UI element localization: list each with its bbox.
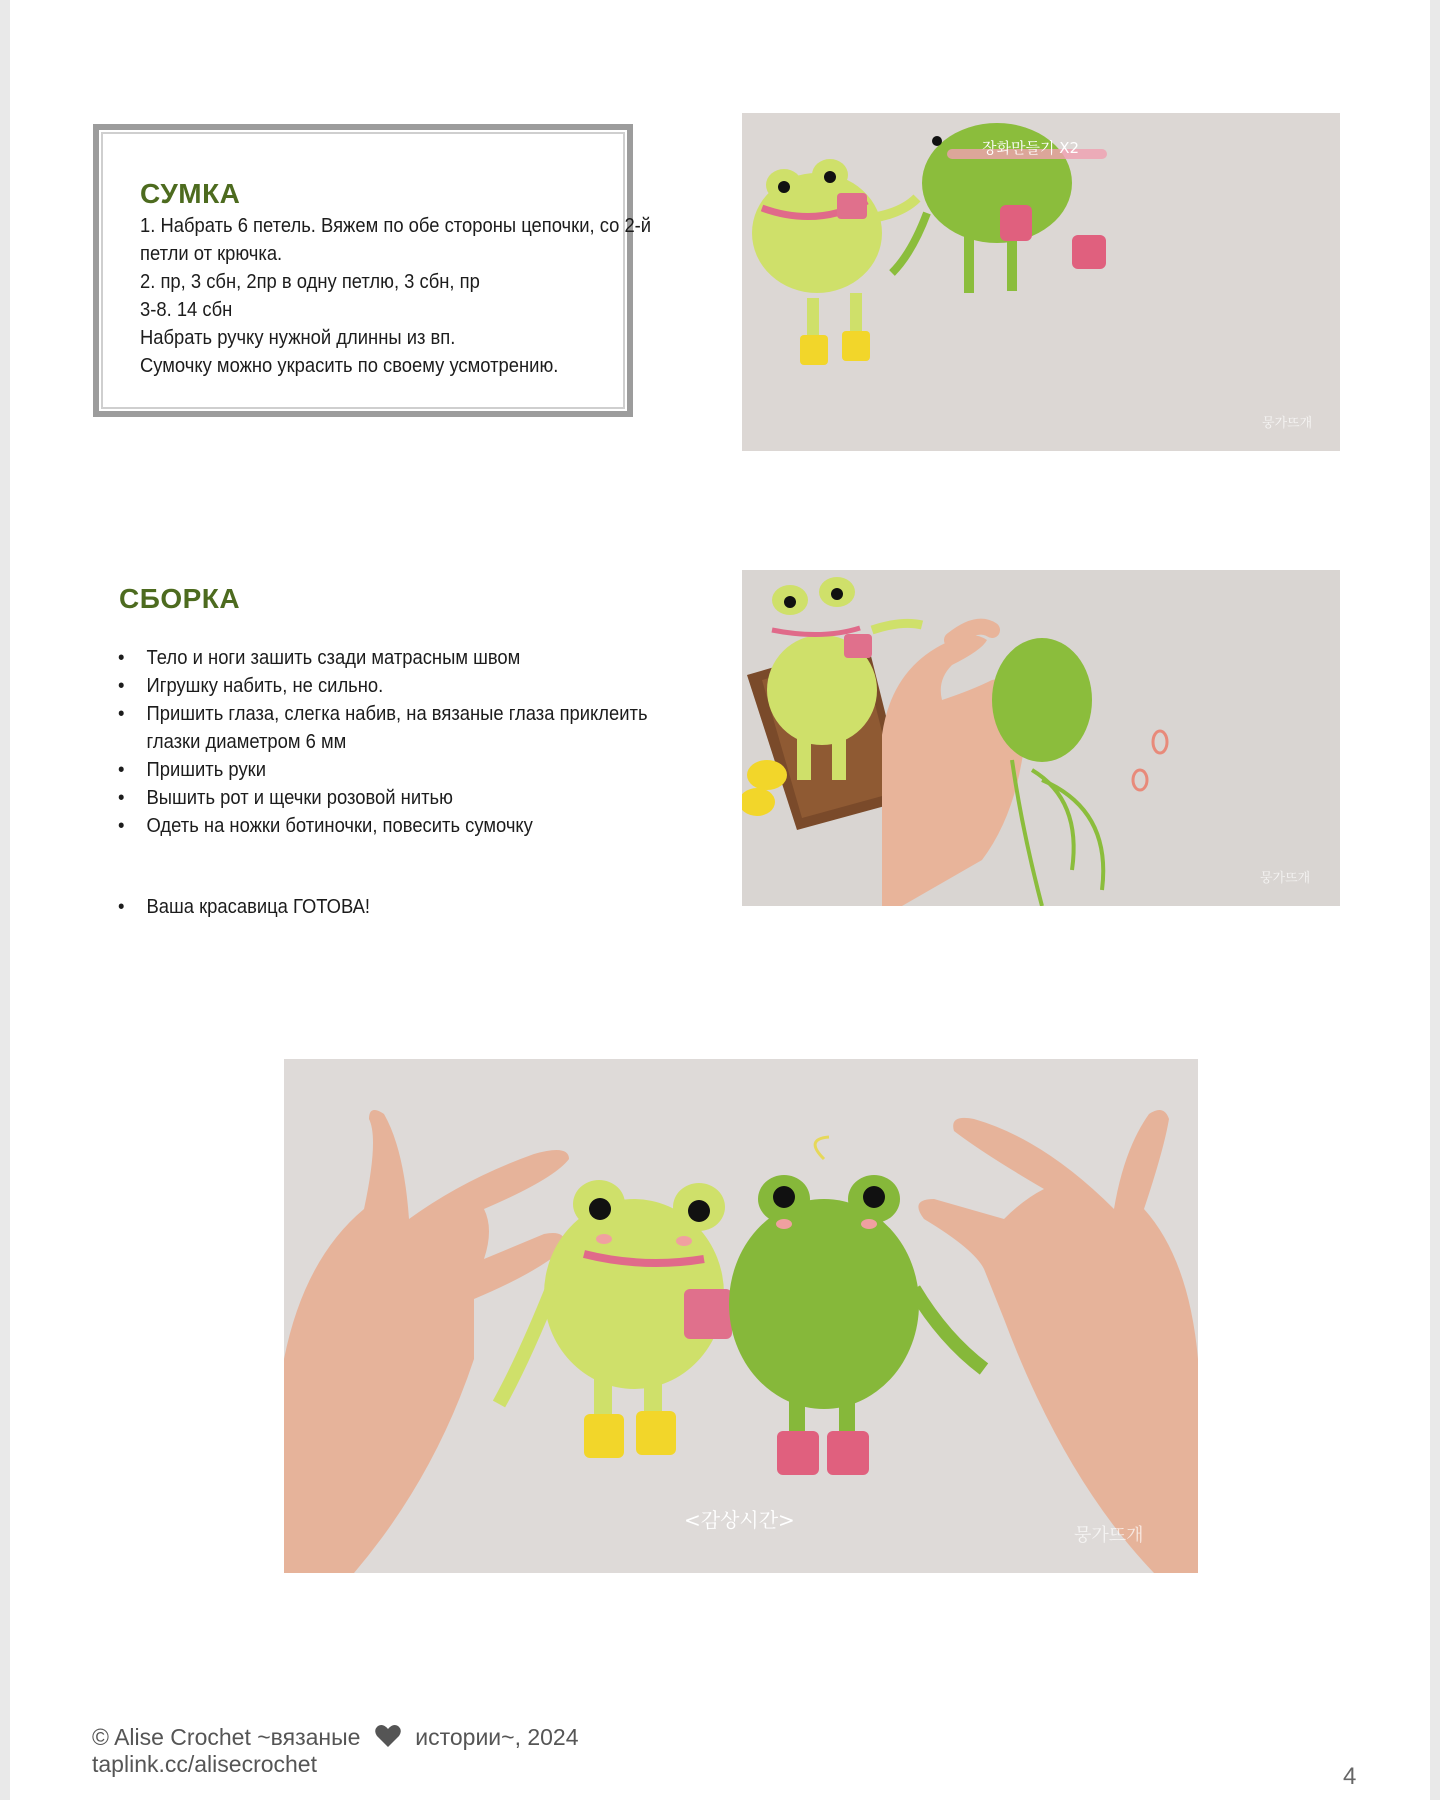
assembly-step: • Одеть на ножки ботиночки, повесить сумочку: [118, 812, 648, 840]
assembly-final-step: • Ваша красавица ГОТОВА!: [118, 893, 370, 921]
bag-line: Сумочку можно украсить по своему усмотрению.: [140, 355, 559, 377]
bag-line: 1. Набрать 6 петель. Вяжем по обе стороны цепочки, со 2-й: [140, 215, 652, 237]
assembly-steps: [118, 644, 648, 840]
document-page: [10, 0, 1430, 1800]
assembly-step: • Игрушку набить, не сильно.: [118, 672, 648, 700]
photo2-watermark: 뭉가뜨개: [1260, 871, 1311, 886]
assembly-step: • Вышить рот и щечки розовой нитью: [118, 784, 648, 812]
copyright-left: © Alise Crochet ~вязаные: [92, 1724, 361, 1750]
bag-instructions: [140, 212, 651, 380]
assembly-title: СБОРКА: [119, 583, 241, 614]
photo1-caption: 장화만들기 X2: [982, 139, 1080, 157]
photo1-watermark: 뭉가뜨개: [1262, 416, 1313, 431]
photo-assembly: [742, 570, 1340, 906]
bag-line: 3-8. 14 сбн: [140, 299, 233, 321]
assembly-final: [118, 893, 370, 921]
page-number: 4: [1343, 1763, 1357, 1790]
assembly-step: • Пришить глаза, слегка набив, на вязаные глаза приклеить: [118, 700, 648, 728]
assembly-step: • Пришить руки: [118, 756, 648, 784]
footer: [92, 1724, 579, 1778]
bag-title: СУМКА: [140, 178, 241, 209]
bag-line: Набрать ручку нужной длинны из вп.: [140, 327, 456, 349]
assembly-step-continuation: глазки диаметром 6 мм: [146, 731, 347, 753]
copyright-right: истории~, 2024: [415, 1724, 579, 1750]
photo-boots-making: [742, 113, 1340, 451]
bag-line: петли от крючка.: [140, 243, 283, 265]
bag-line: 2. пр, 3 сбн, 2пр в одну петлю, 3 сбн, пр: [140, 271, 480, 293]
photo3-watermark: 뭉가뜨개: [1074, 1525, 1144, 1546]
footer-copyright: [92, 1724, 579, 1751]
photo3-caption: <감상시간>: [684, 1508, 795, 1532]
photo-finished-frogs: [284, 1059, 1198, 1573]
heart-icon: [375, 1724, 401, 1748]
footer-link[interactable]: taplink.cc/alisecrochet: [92, 1751, 317, 1777]
assembly-step: • Тело и ноги зашить сзади матрасным швом: [118, 644, 648, 672]
